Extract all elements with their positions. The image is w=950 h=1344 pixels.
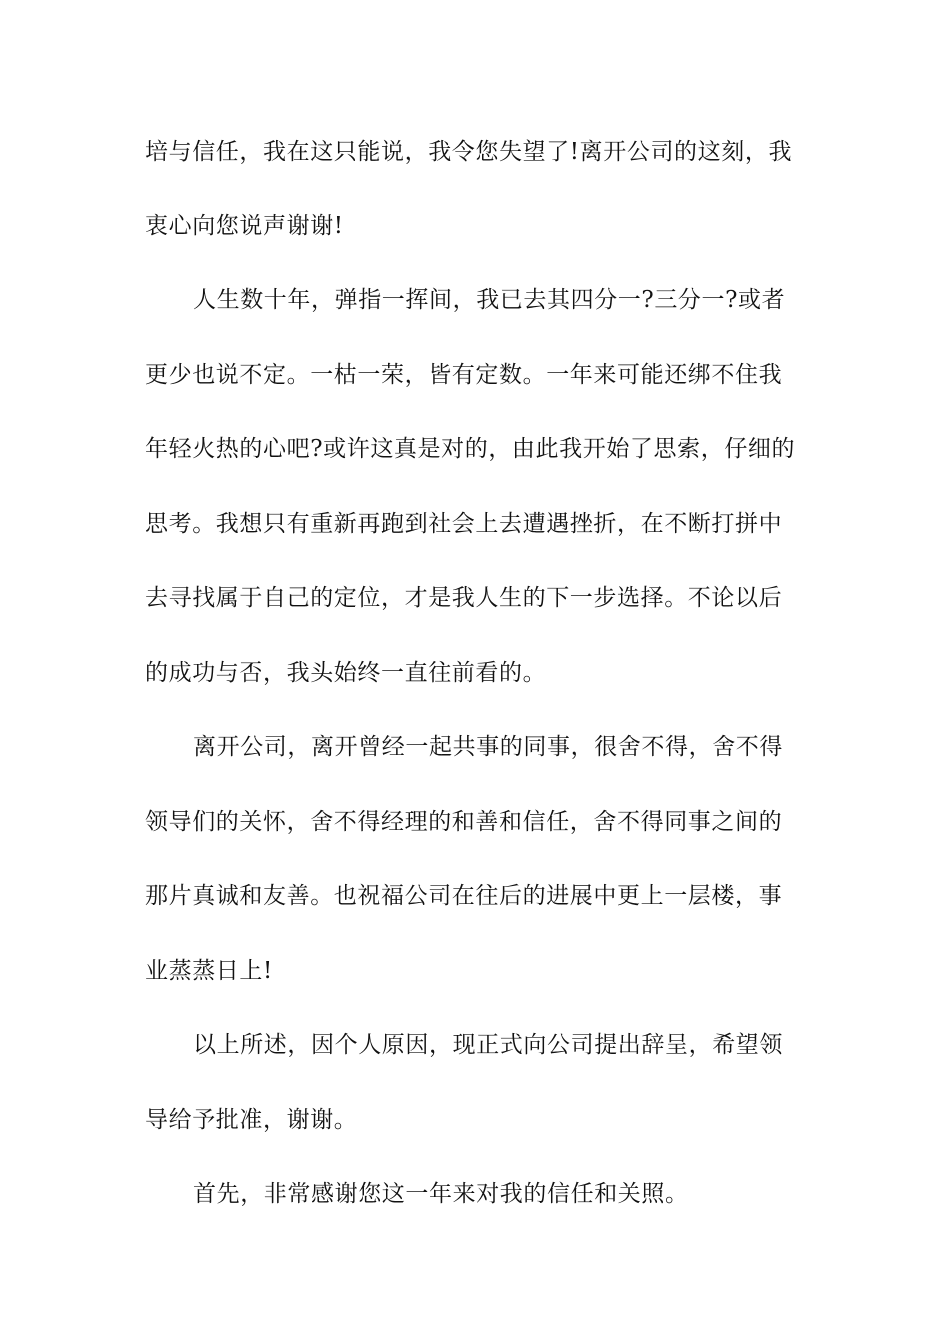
text-line: 的成功与否，我头始终一直往前看的。 bbox=[145, 660, 547, 686]
text-line: 衷心向您说声谢谢! bbox=[145, 213, 344, 239]
text-line: 业蒸蒸日上! bbox=[145, 958, 273, 984]
text-line: 领导们的关怀，舍不得经理的和善和信任，舍不得同事之间的 bbox=[145, 809, 783, 835]
paragraph-start-line: 离开公司，离开曾经一起共事的同事，很舍不得，舍不得 bbox=[193, 734, 783, 760]
text-line: 那片真诚和友善。也祝福公司在往后的进展中更上一层楼，事 bbox=[145, 883, 783, 909]
text-line: 导给予批准，谢谢。 bbox=[145, 1107, 358, 1133]
text-line: 去寻找属于自己的定位，才是我人生的下一步选择。不论以后 bbox=[145, 585, 783, 611]
text-line: 思考。我想只有重新再跑到社会上去遭遇挫折，在不断打拼中 bbox=[145, 511, 783, 537]
paragraph-start-line: 以上所述，因个人原因，现正式向公司提出辞呈，希望领 bbox=[193, 1032, 783, 1058]
text-line: 更少也说不定。一枯一荣，皆有定数。一年来可能还绑不住我 bbox=[145, 362, 783, 388]
text-line: 年轻火热的心吧?或许这真是对的，由此我开始了思索，仔细的 bbox=[145, 436, 796, 462]
text-line: 培与信任，我在这只能说，我令您失望了!离开公司的这刻，我 bbox=[145, 139, 793, 165]
paragraph-start-line: 首先，非常感谢您这一年来对我的信任和关照。 bbox=[193, 1181, 689, 1207]
paragraph-start-line: 人生数十年，弹指一挥间，我已去其四分一?三分一?或者 bbox=[193, 287, 786, 313]
